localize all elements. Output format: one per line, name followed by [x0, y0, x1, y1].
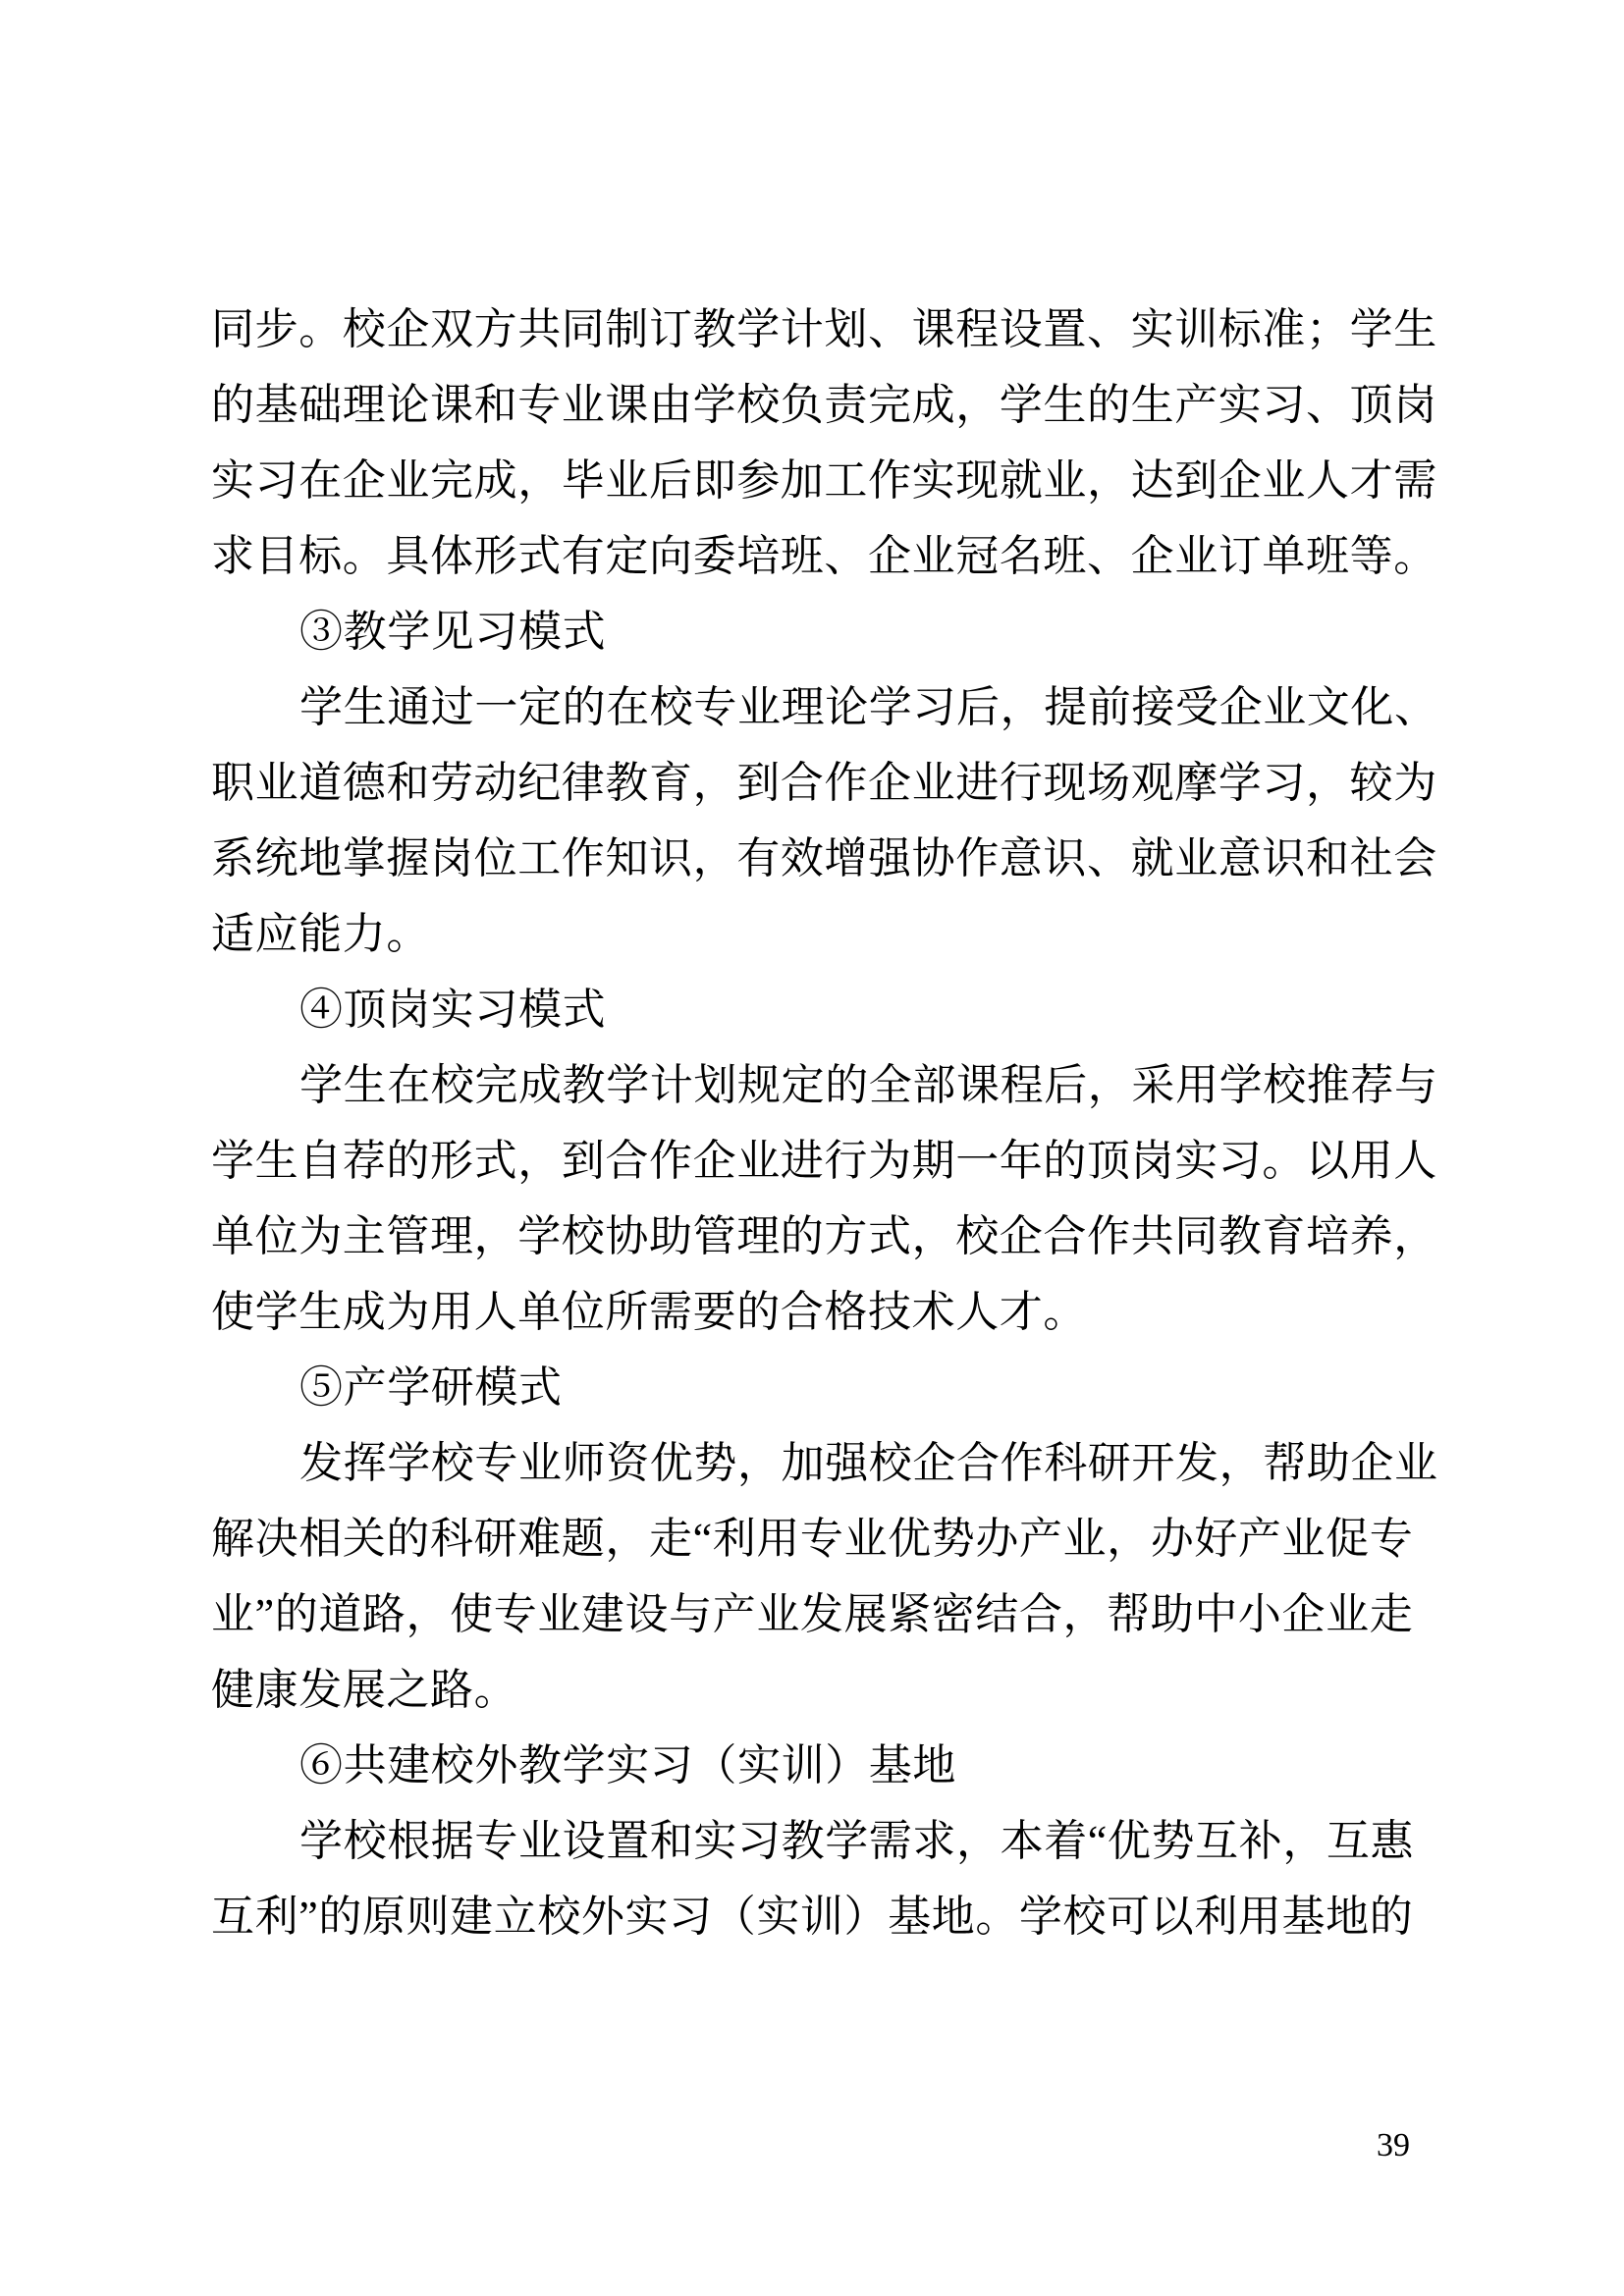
- text-line: 系统地掌握岗位工作知识，有效增强协作意识、就业意识和社会: [211, 834, 1437, 882]
- text-line: 同步。校企双方共同制订教学计划、课程设置、实训标准；学生: [211, 305, 1437, 353]
- text-line: 单位为主管理，学校协助管理的方式，校企合作共同教育培养，: [211, 1212, 1437, 1260]
- text-line: ③教学见习模式: [299, 608, 607, 656]
- text-line: 实习在企业完成，毕业后即参加工作实现就业，达到企业人才需: [211, 456, 1437, 505]
- text-line: 发挥学校专业师资优势，加强校企合作科研开发，帮助企业: [299, 1439, 1438, 1487]
- text-line: 职业道德和劳动纪律教育，到合作企业进行现场观摩学习，较为: [211, 759, 1437, 807]
- text-line: ⑥共建校外教学实习（实训）基地: [299, 1741, 956, 1789]
- text-line: 适应能力。: [211, 910, 430, 958]
- text-line: 学生通过一定的在校专业理论学习后，提前接受企业文化、: [299, 683, 1438, 731]
- text-line: ⑤产学研模式: [299, 1363, 563, 1412]
- text-line: 使学生成为用人单位所需要的合格技术人才。: [211, 1288, 1087, 1336]
- text-line: 解决相关的科研难题，走“利用专业优势办产业，办好产业促专: [211, 1515, 1414, 1563]
- document-body: [211, 292, 1436, 1954]
- text-line: 健康发展之路。: [211, 1666, 518, 1714]
- text-line: ④顶岗实习模式: [299, 986, 607, 1034]
- text-line: 互利”的原则建立校外实习（实训）基地。学校可以利用基地的: [211, 1893, 1414, 1941]
- text-line: 学生自荐的形式，到合作企业进行为期一年的顶岗实习。以用人: [211, 1137, 1437, 1185]
- text-line: 学生在校完成教学计划规定的全部课程后，采用学校推荐与: [299, 1061, 1438, 1109]
- page-number: 39: [1377, 2127, 1410, 2163]
- text-line: 的基础理论课和专业课由学校负责完成，学生的生产实习、顶岗: [211, 381, 1437, 429]
- text-line: 求目标。具体形式有定向委培班、企业冠名班、企业订单班等。: [211, 532, 1437, 580]
- text-line: 学校根据专业设置和实习教学需求，本着“优势互补，互惠: [299, 1817, 1415, 1865]
- text-line: 业”的道路，使专业建设与产业发展紧密结合，帮助中小企业走: [211, 1590, 1414, 1638]
